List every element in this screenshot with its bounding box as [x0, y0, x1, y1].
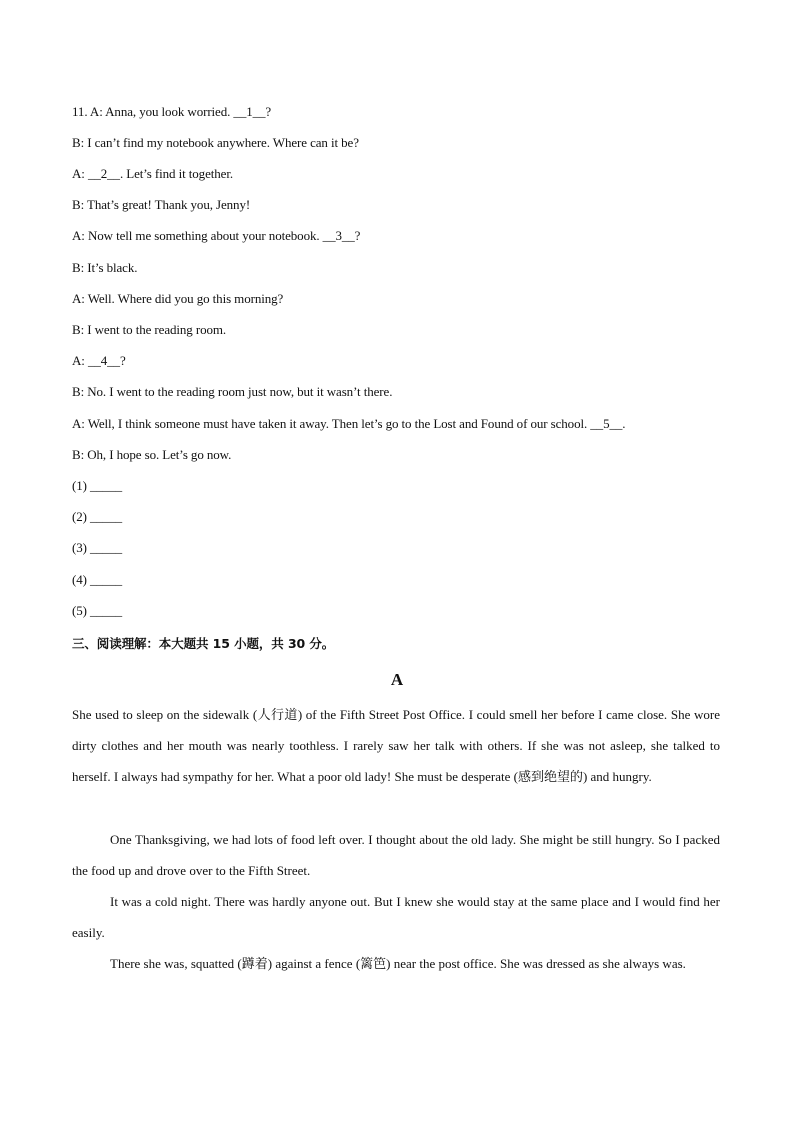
dialogue-line-9: A: __4__?	[72, 353, 126, 368]
dialogue-line-6: B: It’s black.	[72, 260, 138, 275]
dialogue-line-5: A: Now tell me something about your notebook. __3__?	[72, 228, 361, 243]
answer-line-2: (2) _____	[72, 509, 123, 524]
paragraph-2: One Thanksgiving, we had lots of food left over. I thought about the old lady. She might be still hungry. So I packed the food up and drove over to the Fifth Street.	[72, 832, 720, 878]
answer-line-1: (1) _____	[72, 478, 123, 493]
section-heading: 三、阅读理解：本大题共 15 小题，共 30 分。	[72, 636, 335, 651]
dialogue-line-7: A: Well. Where did you go this morning?	[72, 291, 284, 306]
dialogue-line-8: B: I went to the reading room.	[72, 322, 227, 337]
dialogue-line-11: A: Well, I think someone must have taken it away. Then let’s go to the Lost and Found of our school. __5__.	[72, 416, 626, 431]
dialogue-line-1: 11. A: Anna, you look worried. __1__?	[72, 104, 272, 119]
dialogue-line-12: B: Oh, I hope so. Let’s go now.	[72, 447, 232, 462]
paragraph-1: She used to sleep on the sidewalk (人行道) of the Fifth Street Post Office. I could smell her before I came close. She wore dirty clothes and her mouth was nearly toothless. I rarely saw her talk with others. If she was not asleep, she talked to herself. I always had sympathy for her. What a poor old lady! She must be desperate (感到绝望的) and hungry.	[72, 707, 720, 784]
dialogue-line-2: B: I can’t find my notebook anywhere. Where can it be?	[72, 135, 359, 150]
answer-line-4: (4) _____	[72, 572, 123, 587]
dialogue-line-3: A: __2__. Let’s find it together.	[72, 166, 233, 181]
passage-title: A	[390, 670, 404, 689]
answer-line-3: (3) _____	[72, 540, 123, 555]
paragraph-3: It was a cold night. There was hardly anyone out. But I knew she would stay at the same place and I would find her easily.	[72, 894, 720, 940]
dialogue-line-4: B: That’s great! Thank you, Jenny!	[72, 197, 251, 212]
dialogue-line-10: B: No. I went to the reading room just now, but it wasn’t there.	[72, 384, 393, 399]
answer-line-5: (5) _____	[72, 603, 123, 618]
paragraph-4: There she was, squatted (蹲着) against a fence (篱笆) near the post office. She was dressed as she always was.	[110, 956, 686, 971]
